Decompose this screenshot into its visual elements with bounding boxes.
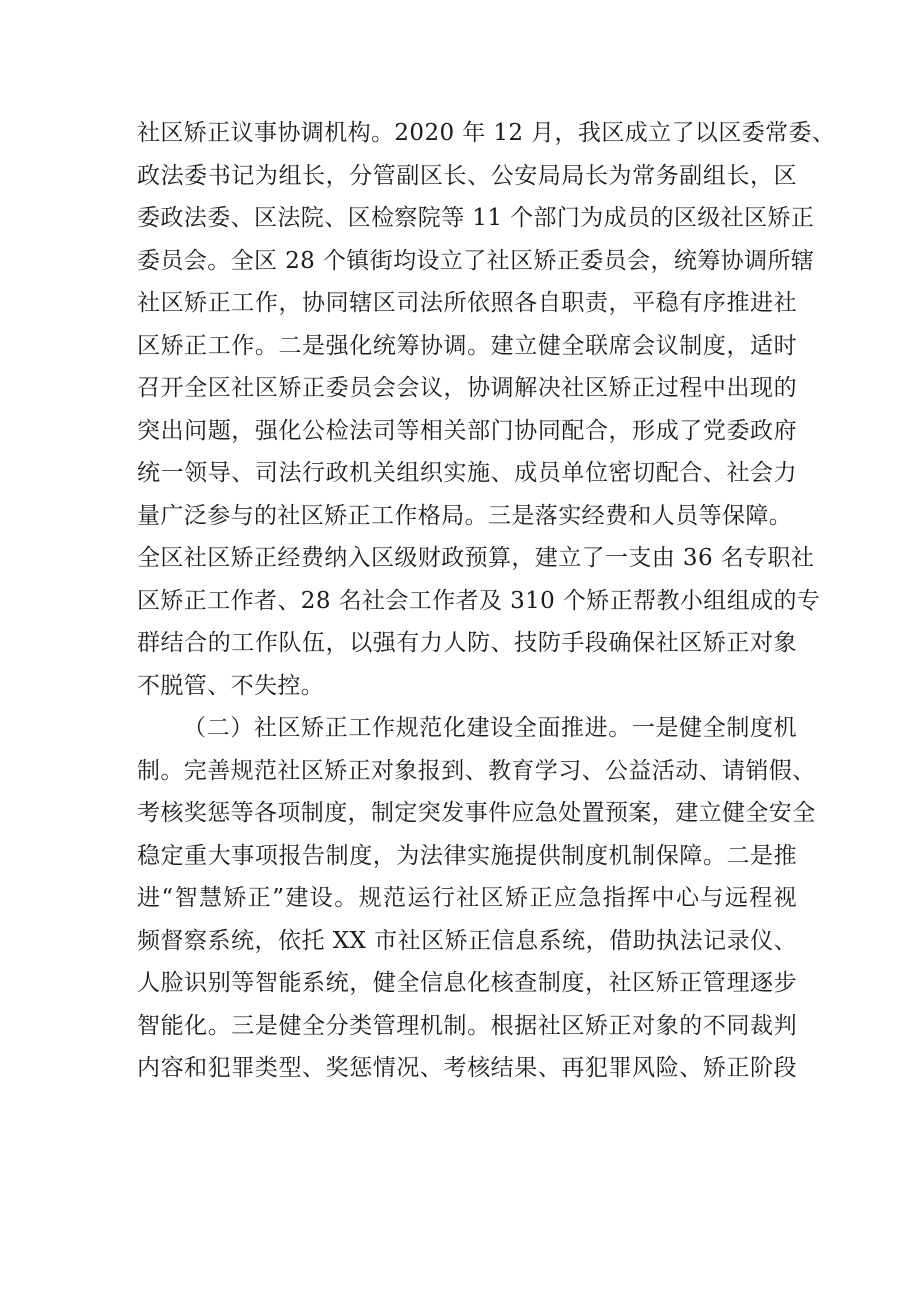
text-line: 委政法委、区法院、区检察院等 11 个部门为成员的区级社区矫正 [137,205,815,231]
text-line: 统一领导、司法行政机关组织实施、成员单位密切配合、社会力 [137,460,797,486]
text-line: 不脱管、不失控。 [137,672,325,699]
text-line: 区矫正工作。二是强化统筹协调。建立健全联席会议制度，适时 [137,332,797,359]
text-line: 考核奖惩等各项制度，制定突发事件应急处置预案，建立健全安全 [137,800,816,826]
text-line: 稳定重大事项报告制度，为法律实施提供制度机制保障。二是推 [137,842,797,869]
text-line: 突出问题，强化公检法司等相关部门协同配合，形成了党委政府 [137,417,797,444]
text-line: 内容和犯罪类型、奖惩情况、考核结果、再犯罪风险、矫正阶段 [137,1055,797,1081]
text-line: 区矫正工作者、28 名社会工作者及 310 个矫正帮教小组组成的专 [137,587,821,614]
text-line: 频督察系统，依托 XX 市社区矫正信息系统，借助执法记录仪、 [137,927,797,954]
text-line: 进“智慧矫正”建设。规范运行社区矫正应急指挥中心与远程视 [137,885,797,911]
text-line: 社区矫正议事协调机构。2020 年 12 月，我区成立了以区委常委、 [137,120,836,146]
text-line: 制。完善规范社区矫正对象报到、教育学习、公益活动、请销假、 [137,757,816,784]
text-line: 智能化。三是健全分类管理机制。根据社区矫正对象的不同裁判 [137,1012,797,1039]
text-line: 召开全区社区矫正委员会会议，协调解决社区矫正过程中出现的 [137,375,797,401]
text-line: 社区矫正工作，协同辖区司法所依照各自职责，平稳有序推进社 [137,290,797,316]
paragraph-standardization-construction [137,707,816,1090]
text-line: 量广泛参与的社区矫正工作格局。三是落实经费和人员等保障。 [137,502,793,529]
text-line: 全区社区矫正经费纳入区级财政预算，建立了一支由 36 名专职社 [137,545,815,571]
paragraph-community-correction-committee [137,112,836,707]
document-body [137,112,836,1090]
text-line: 群结合的工作队伍，以强有力人防、技防手段确保社区矫正对象 [137,630,797,656]
text-line: 政法委书记为组长，分管副区长、公安局局长为常务副组长，区 [137,162,797,189]
text-line: 人脸识别等智能系统，健全信息化核查制度，社区矫正管理逐步 [137,970,797,996]
text-line: （二）社区矫正工作规范化建设全面推进。一是健全制度机 [183,715,797,741]
text-line: 委员会。全区 28 个镇街均设立了社区矫正委员会，统筹协调所辖 [137,247,815,274]
